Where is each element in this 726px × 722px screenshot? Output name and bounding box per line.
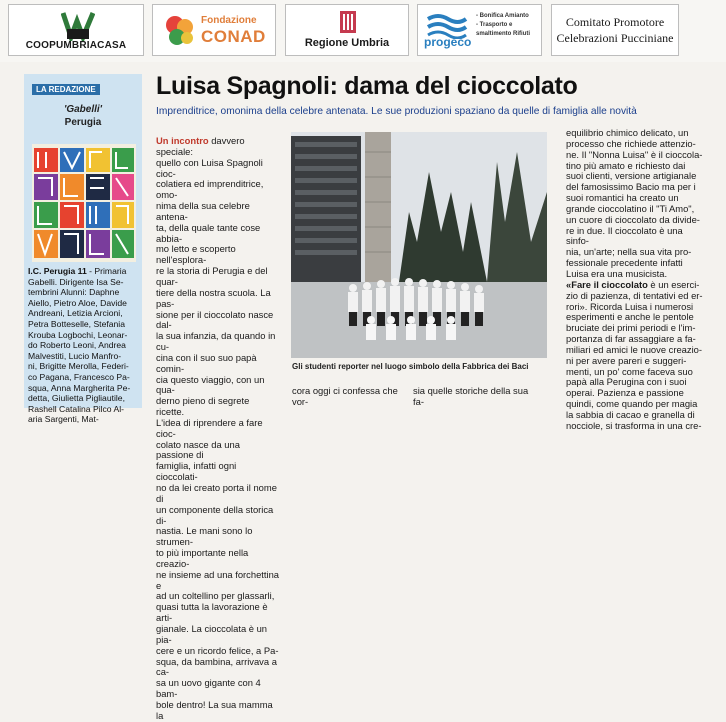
- body-line: esperimenti e anche le pentole: [566, 311, 694, 323]
- coopumbriacasa-logo: [8, 4, 144, 56]
- credits-line: Rashell Catalina Pilco Al-: [28, 403, 125, 414]
- body-line: equilibrio chimico delicato, un: [566, 127, 689, 138]
- conad-swirl-icon: [161, 13, 197, 47]
- body-line: Luisa era una musicista.: [566, 267, 668, 279]
- fondazione-label: Fondazione: [201, 15, 257, 26]
- body-line: nia, un'arte; nella sua vita pro-: [566, 246, 692, 258]
- body-line: miliari ed amici le nuove creazio-: [566, 343, 702, 355]
- progeco-bullet-2: - Trasporto e: [476, 22, 513, 28]
- credits-line: detta, Giulietta Pigliautile,: [28, 393, 125, 404]
- credits-line: Krouba Logbochi, Leonar-: [28, 329, 128, 340]
- redazione-sidebar: [24, 74, 142, 425]
- body-line: ne insieme ad una forchettina e: [156, 568, 279, 591]
- body-line: è un eserci-: [647, 278, 700, 290]
- sponsor-bar: [0, 0, 726, 62]
- body-line: papà alla Perugina con i suoi: [566, 376, 687, 388]
- comitato-line-1: Comitato Promotore: [565, 15, 665, 29]
- comitato-logo: [551, 4, 679, 56]
- body-line: suoi clienti, versione artigianale: [566, 170, 697, 182]
- section-label: LA REDAZIONE: [32, 84, 100, 95]
- body-line: quello con Luisa Spagnoli cioc-: [156, 156, 263, 179]
- body-line: menti, un po' come faceva suo: [566, 365, 693, 377]
- body-line: portanza di far assaggiare a fa-: [566, 333, 696, 345]
- conad-label: CONAD: [201, 27, 266, 46]
- body-line: del famosissimo Bacio ma per i: [566, 181, 696, 193]
- body-line: bole dentro! La sua mamma la: [156, 698, 273, 721]
- school-name: 'Gabelli': [63, 104, 103, 115]
- body-line: un cuore di cioccolato da divide-: [566, 213, 700, 225]
- body-line: ni per avere pareri e suggeri-: [566, 354, 687, 366]
- body-line: cere e un ricordo felice, a Pa-: [156, 644, 279, 656]
- quote-lead: «Fare il cioccolato: [566, 278, 648, 290]
- body-line: famiglia, infatti ogni cioccolati-: [156, 460, 237, 483]
- regione-crest-icon: [338, 9, 358, 35]
- body-line: ne. Il "Nonna Luisa" è il cioccola-: [566, 148, 703, 160]
- school-city: Perugia: [64, 117, 102, 128]
- body-line: processo che richiede attenzio-: [566, 137, 696, 149]
- body-line: no da lei creato porta il nome di: [156, 482, 277, 504]
- redazione-credits: [28, 266, 154, 425]
- credits-title: I.C. Perugia 11: [28, 266, 87, 276]
- body-line: gianale. La cioccolata è un pia-: [156, 622, 268, 645]
- credits-line: do Roberto Leoni, Andrea: [28, 340, 126, 351]
- body-line: tino più amato e richiesto dai: [566, 159, 686, 171]
- credits-line: aria Sargenti, Mat-: [28, 414, 99, 425]
- body-line: tiere della nostra scuola. La pas-: [156, 286, 271, 309]
- coop-label: COOPUMBRIACASA: [25, 40, 127, 51]
- credits-line: Aiello, Pietro Aloe, Davide: [28, 297, 127, 308]
- body-line: colato nasce da una passione di: [156, 438, 240, 461]
- regione-umbria-logo: [285, 4, 409, 56]
- body-line: un componente della storica di-: [156, 503, 274, 526]
- body-line: sa un uovo gigante con 4 bam-: [156, 677, 261, 700]
- body-line: L'idea di riprendere a fare cioc-: [156, 416, 263, 439]
- article-subtitle: Imprenditrice, omonima della celebre antenata. Le sue produzioni spaziano da quelle di famiglia alle novità: [156, 106, 637, 117]
- article-column-2: [292, 386, 404, 408]
- fondazione-conad-logo: [152, 4, 276, 56]
- coop-mark-icon: [61, 11, 95, 41]
- body-line: bruciate dei primi periodi e l'im-: [566, 322, 696, 334]
- body-line: davvero speciale:: [156, 135, 245, 157]
- progeco-bullet-1: - Bonifica Amianto: [476, 13, 529, 19]
- body-line: cina con il suo suo papà comin-: [156, 351, 257, 374]
- body-line: nocciole, si trasforma in una cre-: [566, 419, 702, 431]
- body-line: ta, della quale tante cose abbia-: [156, 221, 261, 244]
- body-line: ad un coltellino per glassarli,: [156, 590, 275, 602]
- body-line: grande cioccolatino il "Ti Amo",: [566, 202, 695, 214]
- photo-caption: Gli studenti reporter nel luogo simbolo della Fabbrica dei Baci: [292, 362, 529, 371]
- body-line: colatiera ed imprenditrice, omo-: [156, 178, 264, 201]
- credits-line: Gabelli. Dirigente Isa Se-: [28, 276, 124, 287]
- credits-line: co Pagana, Francesco Pa-: [28, 371, 130, 382]
- credits-line: ni, Brigitte Merolla, Federi-: [28, 361, 129, 372]
- body-line: cora oggi ci confessa che vor-: [292, 385, 398, 407]
- body-line: fessionale precedente infatti: [566, 257, 683, 269]
- school-mosaic-artwork: [32, 144, 136, 262]
- body-line: sia quelle storiche della sua fa-: [413, 385, 529, 407]
- credits-line: Petra Botteselle, Stefania: [28, 318, 125, 329]
- body-line: suoi romantici ha creato un: [566, 192, 679, 204]
- progeco-bullet-3: smaltimento Rifiuti: [476, 31, 531, 37]
- article-photo: [291, 132, 547, 358]
- article-column-3: [413, 386, 531, 408]
- regione-label: Regione Umbria: [304, 37, 390, 49]
- body-line: quasi tutta la lavorazione è arti-: [156, 601, 268, 624]
- body-line: la sua infanzia, da quando in cu-: [156, 330, 276, 353]
- body-line: re in due. Il cioccolato è una sinfo-: [566, 224, 683, 247]
- body-line: rori». Ricorda Luisa i numerosi: [566, 300, 694, 312]
- lead-words: Un incontro: [156, 135, 209, 146]
- comitato-line-2: Celebrazioni Pucciniane: [556, 31, 674, 45]
- credits-line: tembrini Alunni: Daphne: [28, 287, 120, 298]
- article-headline: Luisa Spagnoli: dama del cioccolato: [156, 72, 578, 100]
- body-line: cia questo viaggio, con un qua-: [156, 373, 265, 396]
- body-line: derno pieno di segrete ricette.: [156, 395, 250, 418]
- body-line: re la storia di Perugia e del quar-: [156, 265, 268, 287]
- body-line: operai. Pazienza e passione: [566, 387, 684, 399]
- body-line: to più importante nella creazio-: [156, 547, 249, 569]
- progeco-label: progeco: [424, 35, 472, 49]
- body-line: mo letto e scoperto nell'esplora-: [156, 243, 236, 266]
- article-column-1: [156, 136, 280, 722]
- body-line: squa, da bambina, arrivava a ca-: [156, 655, 277, 678]
- body-line: quindi, come quando per magia: [566, 398, 698, 410]
- body-line: nastia. Le mani sono lo strumen-: [156, 525, 253, 548]
- body-line: la sabbia di cacao e granella di: [566, 408, 695, 420]
- credits-line: squa, Anna Margherita Pe-: [28, 382, 131, 393]
- body-line: zio di pazienza, di tentativi ed er-: [566, 289, 703, 301]
- progeco-logo: [417, 4, 542, 56]
- body-line: sione per il cioccolato nasce dal-: [156, 308, 274, 331]
- credits-line: - Primaria: [86, 266, 127, 276]
- credits-line: Malvestiti, Lucio Manfro-: [28, 350, 122, 361]
- credits-line: Andreani, Letizia Arcioni,: [28, 308, 123, 319]
- article-column-4: [566, 128, 706, 432]
- body-line: nima della sua celebre antena-: [156, 200, 250, 222]
